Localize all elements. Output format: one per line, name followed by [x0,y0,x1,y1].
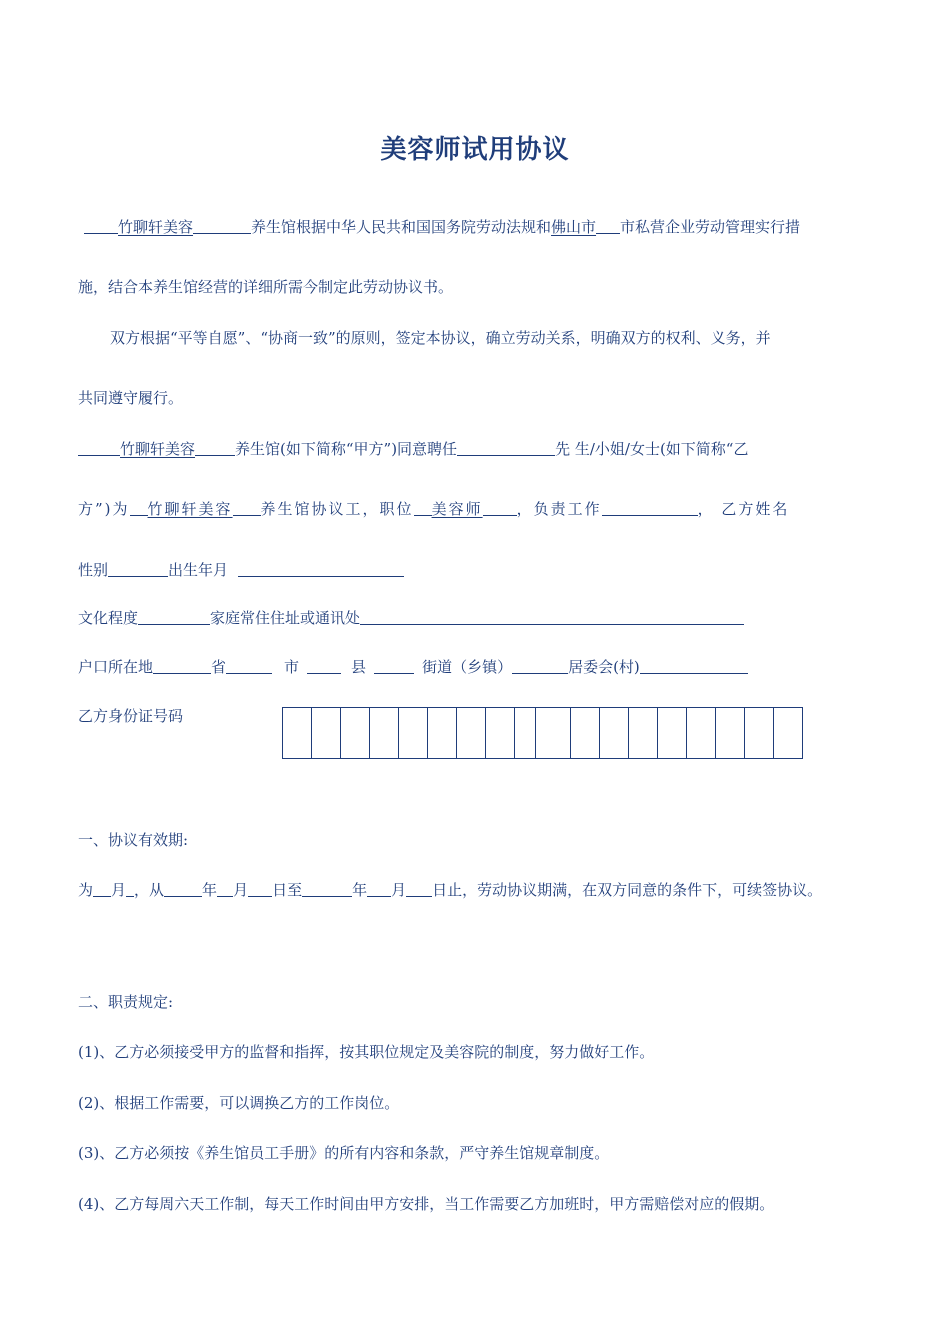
validity-w3: ，从 [134,881,165,899]
birth-label: 出生年月 [168,561,229,579]
validity-w7: 年 [352,881,368,899]
id-digit-cell[interactable] [370,708,399,758]
duty-item: (3)、乙方必须按《养生馆员工手册》的所有内容和条款，严守养生馆规章制度。 [78,1144,610,1162]
hukou-street: 街道（乡镇） [422,658,513,676]
id-digit-cell[interactable] [283,708,312,758]
employment-text-4: 养生馆协议工，职位 [260,500,414,518]
validity-w9: 日止，劳动协议期满，在双方同意的条件下，可续签协议。 [432,881,823,899]
section1-heading: 一、协议有效期: [78,831,189,849]
hukou-city: 市 [284,658,300,676]
education-line [78,608,744,628]
validity-w1: 为 [78,881,94,899]
employment-text-3: 方”)为 [78,500,130,518]
employment-line-2 [78,499,789,519]
validity-w2: 月 [111,881,127,899]
validity-line [78,880,822,900]
document-title: 美容师试用协议 [380,135,570,165]
id-label: 乙方身份证号码 [78,707,184,725]
hukou-committee: 居委会(村) [568,658,640,676]
employment-line-1 [78,439,748,459]
salon-name: 竹聊轩美容 [118,218,194,236]
duty-item: (4)、乙方每周六天工作制，每天工作时间由甲方安排，当工作需要乙方加班时，甲方需赔偿对应的假期。 [78,1195,775,1213]
gender-birth-line [78,560,404,580]
validity-w5: 月 [233,881,249,899]
gender-label: 性别 [78,561,109,579]
id-digit-cell[interactable] [571,708,600,758]
employer-salon-name-2: 竹聊轩美容 [147,500,233,518]
validity-w6: 日至 [272,881,303,899]
id-digit-cell[interactable] [658,708,687,758]
employment-text-5: ，负责工作 [516,500,602,518]
id-digit-cell[interactable] [312,708,341,758]
education-label: 文化程度 [78,609,139,627]
duty-item: (1)、乙方必须接受甲方的监督和指挥，按其职位规定及美容院的制度，努力做好工作。 [78,1043,655,1061]
hukou-label: 户口所在地 [78,658,154,676]
intro-line-2: 施，结合本养生馆经营的详细所需今制定此劳动协议书。 [78,278,454,296]
validity-w8: 月 [391,881,407,899]
id-digit-cell[interactable] [600,708,629,758]
validity-w4: 年 [202,881,218,899]
id-digit-cell[interactable] [399,708,428,758]
id-digit-cell[interactable] [536,708,571,758]
principles-line-2: 共同遵守履行。 [78,389,184,407]
id-digit-cell[interactable] [457,708,486,758]
section2-heading: 二、职责规定: [78,993,174,1011]
id-digit-cell[interactable] [745,708,774,758]
intro-line-1 [84,217,800,237]
employment-text-6: ， 乙方姓名 [697,500,790,518]
duty-item: (2)、根据工作需要，可以调换乙方的工作岗位。 [78,1094,400,1112]
hukou-line [78,657,748,677]
employer-salon-name: 竹聊轩美容 [120,440,196,458]
principles-line-1: 双方根据“平等自愿”、“协商一致”的原则，签定本协议，确立劳动关系，明确双方的权利、义务，并 [110,329,771,347]
id-digit-cell[interactable] [716,708,745,758]
employment-text-1: 养生馆(如下简称“甲方”)同意聘任 [235,440,458,458]
id-digit-cell[interactable] [687,708,716,758]
id-number-grid[interactable] [282,707,803,759]
intro-text-2: 市私营企业劳动管理实行措 [620,218,801,236]
intro-text-1: 养生馆根据中华人民共和国国务院劳动法规和 [251,218,552,236]
id-digit-cell[interactable] [774,708,802,758]
city-name: 佛山市 [551,218,597,236]
employment-text-2: 先 生/小姐/女士(如下简称“乙 [555,440,749,458]
position-value: 美容师 [431,500,483,518]
id-digit-cell[interactable] [341,708,370,758]
id-digit-cell[interactable] [428,708,457,758]
hukou-province: 省 [211,658,227,676]
hukou-county: 县 [351,658,367,676]
id-digit-cell[interactable] [515,708,536,758]
id-digit-cell[interactable] [486,708,515,758]
address-label: 家庭常住住址或通讯处 [210,609,361,627]
id-digit-cell[interactable] [629,708,658,758]
